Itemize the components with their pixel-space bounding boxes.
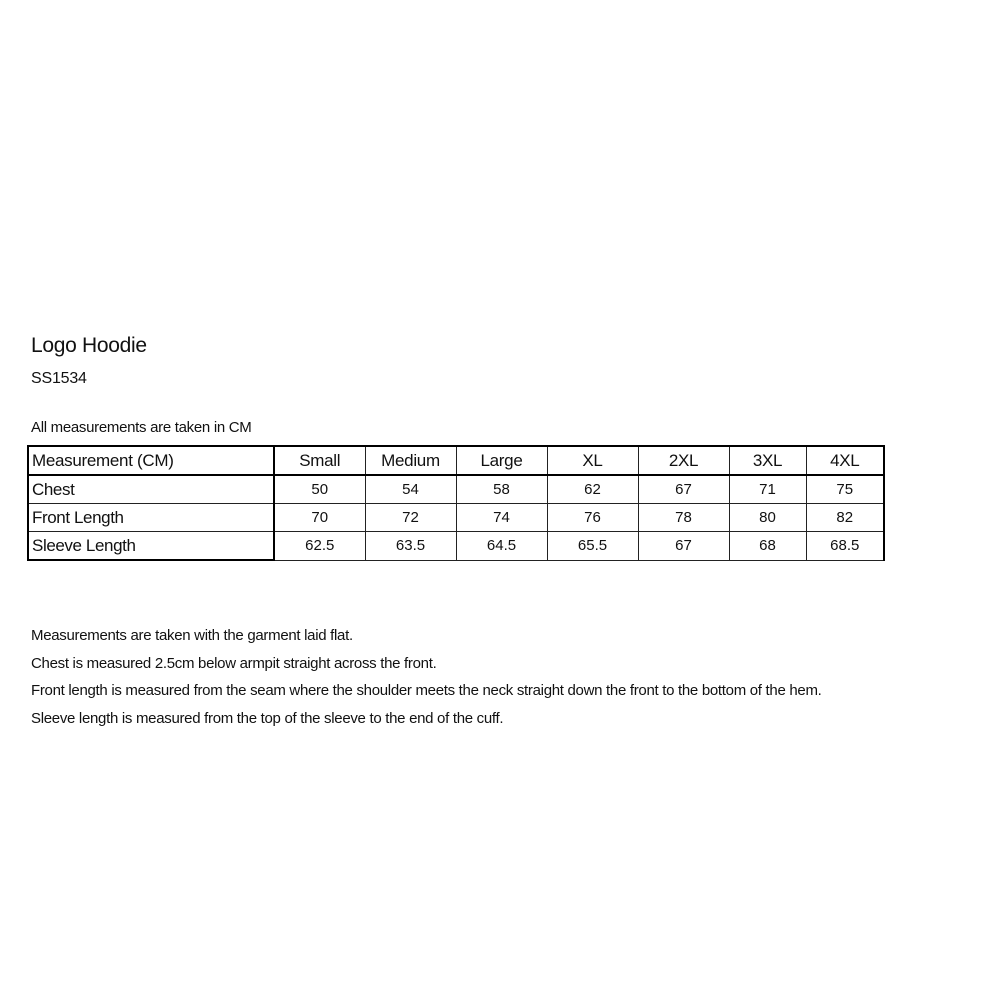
size-chart-table: [27, 445, 885, 561]
row-label: Sleeve Length: [28, 532, 274, 561]
table-cell: 65.5: [547, 532, 638, 561]
table-cell: 70: [274, 504, 365, 532]
note-line: Measurements are taken with the garment laid flat.: [31, 627, 353, 644]
table-row: [28, 504, 884, 532]
table-cell: 50: [274, 475, 365, 504]
table-row: [28, 532, 884, 561]
table-cell: 74: [456, 504, 547, 532]
table-cell: 80: [729, 504, 806, 532]
row-label: Front Length: [28, 504, 274, 532]
header-label: Measurement (CM): [28, 446, 274, 475]
measurement-notes: [31, 622, 822, 732]
table-header-row: [28, 446, 884, 475]
table-cell: 54: [365, 475, 456, 504]
note-line: Chest is measured 2.5cm below armpit straight across the front.: [31, 654, 437, 672]
table-cell: 75: [806, 475, 884, 504]
size-header: Medium: [365, 446, 456, 475]
table-cell: 71: [729, 475, 806, 504]
product-title: Logo Hoodie: [31, 334, 147, 357]
size-header: Large: [456, 446, 547, 475]
product-code: SS1534: [31, 370, 87, 387]
table-cell: 78: [638, 504, 729, 532]
size-header: 2XL: [638, 446, 729, 475]
size-header: Small: [274, 446, 365, 475]
note-line: Sleeve length is measured from the top of the sleeve to the end of the cuff.: [31, 709, 504, 727]
table-cell: 72: [365, 504, 456, 532]
table-cell: 62: [547, 475, 638, 504]
size-header: 3XL: [729, 446, 806, 475]
table-cell: 62.5: [274, 532, 365, 561]
table-cell: 67: [638, 475, 729, 504]
table-cell: 76: [547, 504, 638, 532]
size-header: 4XL: [806, 446, 884, 475]
table-cell: 63.5: [365, 532, 456, 561]
table-cell: 64.5: [456, 532, 547, 561]
table-row: [28, 475, 884, 504]
size-header: XL: [547, 446, 638, 475]
table-cell: 68: [729, 532, 806, 561]
table-cell: 68.5: [806, 532, 884, 561]
table-cell: 58: [456, 475, 547, 504]
row-label: Chest: [28, 475, 274, 504]
note-line: Front length is measured from the seam where the shoulder meets the neck straight down the front to the bottom of the hem.: [31, 682, 822, 699]
table-cell: 82: [806, 504, 884, 532]
units-note: All measurements are taken in CM: [31, 419, 252, 436]
table-cell: 67: [638, 532, 729, 561]
